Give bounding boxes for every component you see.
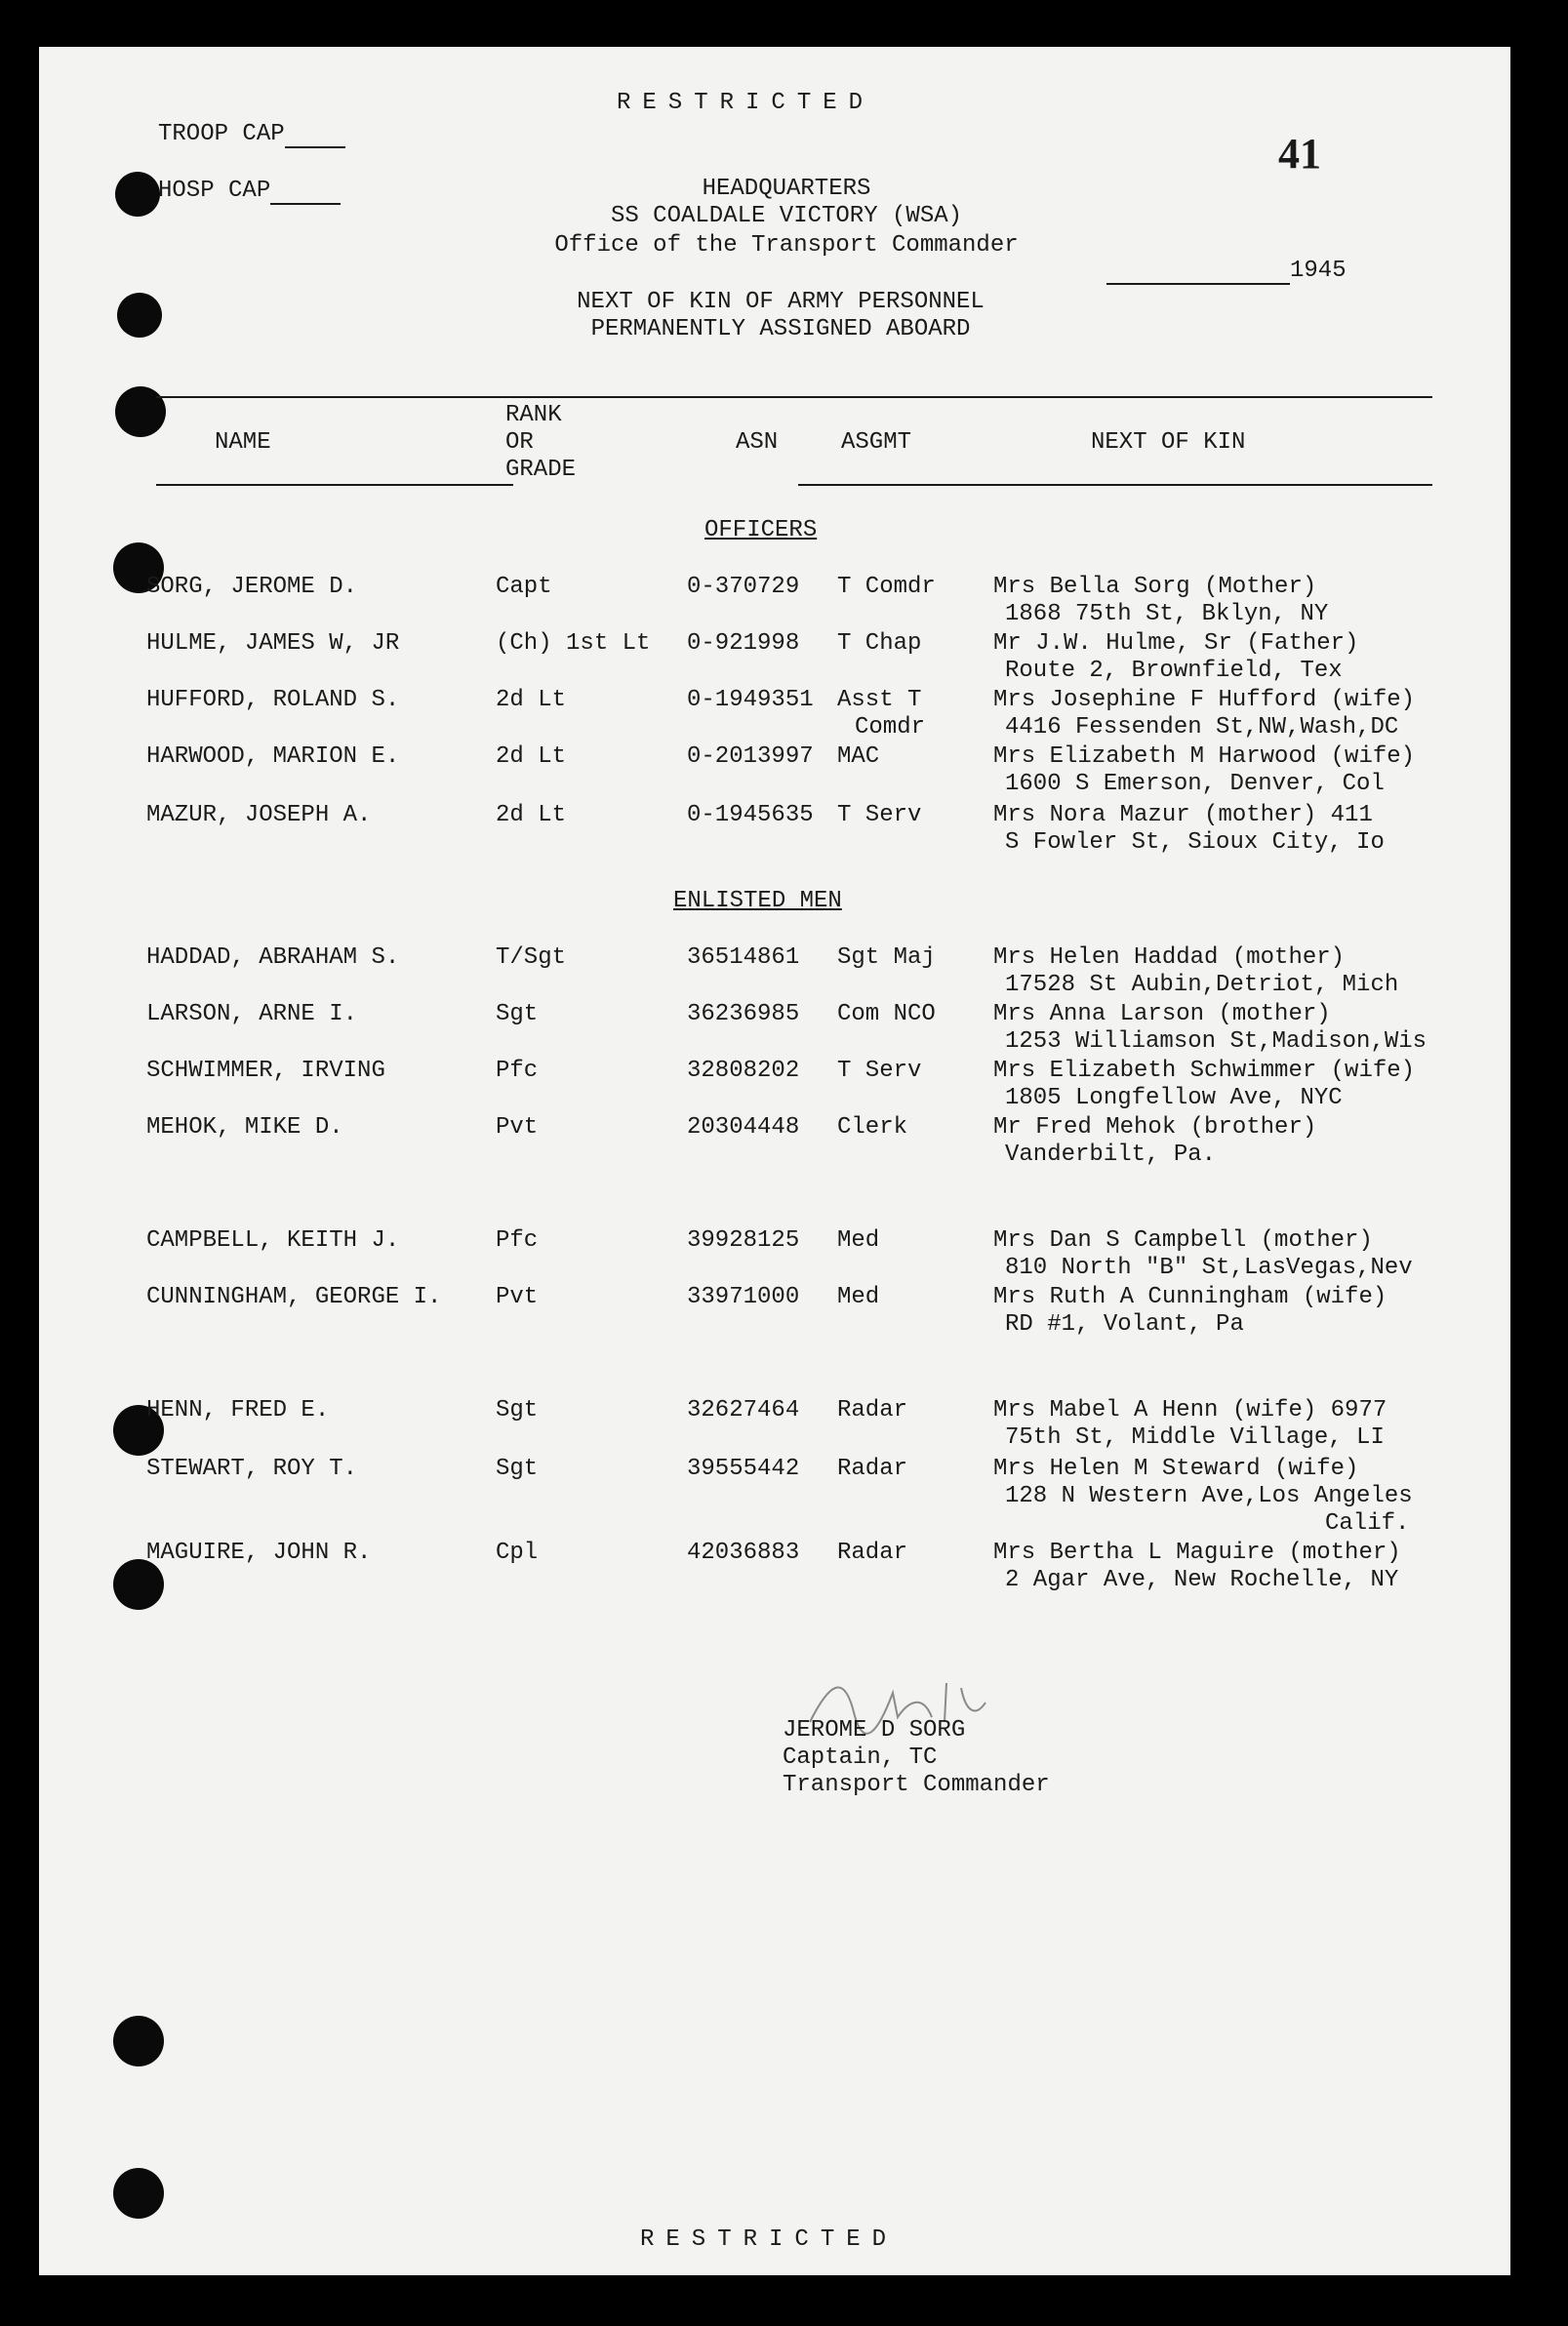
row-kin-line-3: Calif. <box>1325 1510 1410 1537</box>
row-asn: 0-1949351 <box>687 687 814 713</box>
section-officers: OFFICERS <box>704 517 818 543</box>
row-rank: Capt <box>496 574 552 600</box>
row-kin-line-1: Mrs Bertha L Maguire (mother) <box>993 1540 1401 1566</box>
troop-cap-field <box>158 121 345 148</box>
row-asgmt: Asst T <box>837 687 922 713</box>
row-kin-line-1: Mrs Elizabeth M Harwood (wife) <box>993 743 1416 770</box>
row-rank: (Ch) 1st Lt <box>496 630 651 657</box>
hq-line-3: Office of the Transport Commander <box>554 232 1019 259</box>
hq-line-2: SS COALDALE VICTORY (WSA) <box>610 203 963 229</box>
row-kin-line-1: Mrs Josephine F Hufford (wife) <box>993 687 1416 713</box>
row-kin-line-2: 75th St, Middle Village, LI <box>1005 1424 1385 1451</box>
row-name: SORG, JEROME D. <box>146 574 358 600</box>
punch-hole <box>117 293 162 338</box>
row-asgmt: T Comdr <box>837 574 936 600</box>
signature-role: Transport Commander <box>783 1772 1050 1798</box>
row-kin-line-2: 1600 S Emerson, Denver, Col <box>1005 771 1385 797</box>
row-name: CAMPBELL, KEITH J. <box>146 1227 400 1254</box>
row-kin-line-2: 4416 Fessenden St,NW,Wash,DC <box>1005 714 1399 741</box>
row-kin-line-1: Mrs Anna Larson (mother) <box>993 1001 1331 1027</box>
row-name: MAGUIRE, JOHN R. <box>146 1540 372 1566</box>
row-asgmt: T Serv <box>837 1058 922 1084</box>
document-page <box>39 47 1510 2275</box>
row-asn: 39928125 <box>687 1227 800 1254</box>
section-enlisted: ENLISTED MEN <box>673 888 842 914</box>
punch-hole <box>115 172 160 217</box>
col-rank-3: GRADE <box>505 457 577 483</box>
row-asgmt: T Chap <box>837 630 922 657</box>
row-asn: 36236985 <box>687 1001 800 1027</box>
row-kin-line-1: Mrs Nora Mazur (mother) 411 <box>993 802 1373 828</box>
row-name: CUNNINGHAM, GEORGE I. <box>146 1284 442 1310</box>
bottom-restricted-stamp: RESTRICTED <box>640 2226 899 2253</box>
row-name: HULME, JAMES W, JR <box>146 630 400 657</box>
hosp-cap-blank <box>270 180 341 205</box>
col-asn: ASN <box>736 429 779 456</box>
row-kin-line-2: 2 Agar Ave, New Rochelle, NY <box>1005 1567 1399 1593</box>
header-bottom-rule-right <box>798 484 1432 486</box>
row-asn: 39555442 <box>687 1456 800 1482</box>
row-asn: 32808202 <box>687 1058 800 1084</box>
row-rank: Pfc <box>496 1058 539 1084</box>
row-rank: Pvt <box>496 1284 539 1310</box>
row-kin-line-1: Mrs Mabel A Henn (wife) 6977 <box>993 1397 1387 1424</box>
hosp-cap-label: HOSP CAP <box>158 178 271 204</box>
row-kin-line-2: S Fowler St, Sioux City, Io <box>1005 829 1385 856</box>
punch-hole <box>115 386 166 437</box>
row-kin-line-2: Route 2, Brownfield, Tex <box>1005 658 1343 684</box>
row-rank: Sgt <box>496 1397 539 1424</box>
row-kin-line-1: Mrs Elizabeth Schwimmer (wife) <box>993 1058 1416 1084</box>
row-asn: 42036883 <box>687 1540 800 1566</box>
row-asn: 0-1945635 <box>687 802 814 828</box>
row-name: HENN, FRED E. <box>146 1397 330 1424</box>
row-kin-line-1: Mrs Bella Sorg (Mother) <box>993 574 1317 600</box>
row-kin-line-2: RD #1, Volant, Pa <box>1005 1311 1244 1338</box>
row-kin-line-2: Vanderbilt, Pa. <box>1005 1142 1217 1168</box>
row-asn: 33971000 <box>687 1284 800 1310</box>
header-bottom-rule-left <box>156 484 513 486</box>
row-asn: 0-921998 <box>687 630 800 657</box>
row-kin-line-1: Mr Fred Mehok (brother) <box>993 1114 1317 1141</box>
row-rank: Cpl <box>496 1540 539 1566</box>
row-asn: 20304448 <box>687 1114 800 1141</box>
row-name: LARSON, ARNE I. <box>146 1001 358 1027</box>
row-kin-line-2: 810 North "B" St,LasVegas,Nev <box>1005 1255 1413 1281</box>
row-name: SCHWIMMER, IRVING <box>146 1058 385 1084</box>
row-kin-line-1: Mrs Ruth A Cunningham (wife) <box>993 1284 1387 1310</box>
row-asn: 32627464 <box>687 1397 800 1424</box>
row-kin-line-2: 1868 75th St, Bklyn, NY <box>1005 601 1329 627</box>
row-rank: Sgt <box>496 1001 539 1027</box>
date-year: 1945 <box>1290 258 1347 284</box>
row-kin-line-1: Mrs Helen M Steward (wife) <box>993 1456 1359 1482</box>
col-rank-1: RANK <box>505 402 562 428</box>
row-asgmt: T Serv <box>837 802 922 828</box>
hq-line-1: HEADQUARTERS <box>702 176 871 202</box>
row-kin-line-2: 1253 Williamson St,Madison,Wis <box>1005 1028 1427 1055</box>
hosp-cap-field <box>158 178 341 205</box>
title-line-1: NEXT OF KIN OF ARMY PERSONNEL <box>577 289 985 315</box>
row-rank: 2d Lt <box>496 743 567 770</box>
row-asn: 36514861 <box>687 944 800 971</box>
row-asgmt-line-2: Comdr <box>855 714 926 741</box>
row-name: MAZUR, JOSEPH A. <box>146 802 372 828</box>
row-rank: Pfc <box>496 1227 539 1254</box>
row-asgmt: Radar <box>837 1540 908 1566</box>
date-blank <box>1106 258 1290 285</box>
row-name: HADDAD, ABRAHAM S. <box>146 944 400 971</box>
punch-hole <box>113 2168 164 2219</box>
row-kin-line-1: Mrs Dan S Campbell (mother) <box>993 1227 1373 1254</box>
row-asgmt: Radar <box>837 1456 908 1482</box>
row-kin-line-2: 17528 St Aubin,Detriot, Mich <box>1005 972 1399 998</box>
col-asgmt: ASGMT <box>841 429 912 456</box>
row-asgmt: Clerk <box>837 1114 908 1141</box>
col-name: NAME <box>215 429 271 456</box>
signature-name: JEROME D SORG <box>783 1717 966 1744</box>
row-kin-line-1: Mr J.W. Hulme, Sr (Father) <box>993 630 1359 657</box>
signature-title: Captain, TC <box>783 1744 938 1771</box>
row-name: MEHOK, MIKE D. <box>146 1114 343 1141</box>
top-restricted-stamp: RESTRICTED <box>617 90 875 116</box>
troop-cap-blank <box>285 123 345 148</box>
row-name: HUFFORD, ROLAND S. <box>146 687 400 713</box>
row-asgmt: Sgt Maj <box>837 944 936 971</box>
row-rank: 2d Lt <box>496 687 567 713</box>
row-kin-line-2: 1805 Longfellow Ave, NYC <box>1005 1085 1343 1111</box>
col-rank-2: OR <box>505 429 534 456</box>
row-asn: 0-2013997 <box>687 743 814 770</box>
row-asgmt: MAC <box>837 743 880 770</box>
col-next-of-kin: NEXT OF KIN <box>1091 429 1246 456</box>
row-asgmt: Com NCO <box>837 1001 936 1027</box>
row-asgmt: Med <box>837 1284 880 1310</box>
row-name: STEWART, ROY T. <box>146 1456 358 1482</box>
date-field <box>1106 258 1347 285</box>
row-rank: Sgt <box>496 1456 539 1482</box>
row-asn: 0-370729 <box>687 574 800 600</box>
row-rank: Pvt <box>496 1114 539 1141</box>
row-asgmt: Radar <box>837 1397 908 1424</box>
punch-hole <box>113 2016 164 2066</box>
row-rank: 2d Lt <box>496 802 567 828</box>
header-top-rule <box>156 396 1432 398</box>
row-rank: T/Sgt <box>496 944 567 971</box>
row-asgmt: Med <box>837 1227 880 1254</box>
troop-cap-label: TROOP CAP <box>158 121 285 147</box>
row-kin-line-1: Mrs Helen Haddad (mother) <box>993 944 1346 971</box>
title-line-2: PERMANENTLY ASSIGNED ABOARD <box>590 316 971 342</box>
page-number: 41 <box>1278 130 1321 178</box>
row-kin-line-2: 128 N Western Ave,Los Angeles <box>1005 1483 1413 1509</box>
row-name: HARWOOD, MARION E. <box>146 743 400 770</box>
